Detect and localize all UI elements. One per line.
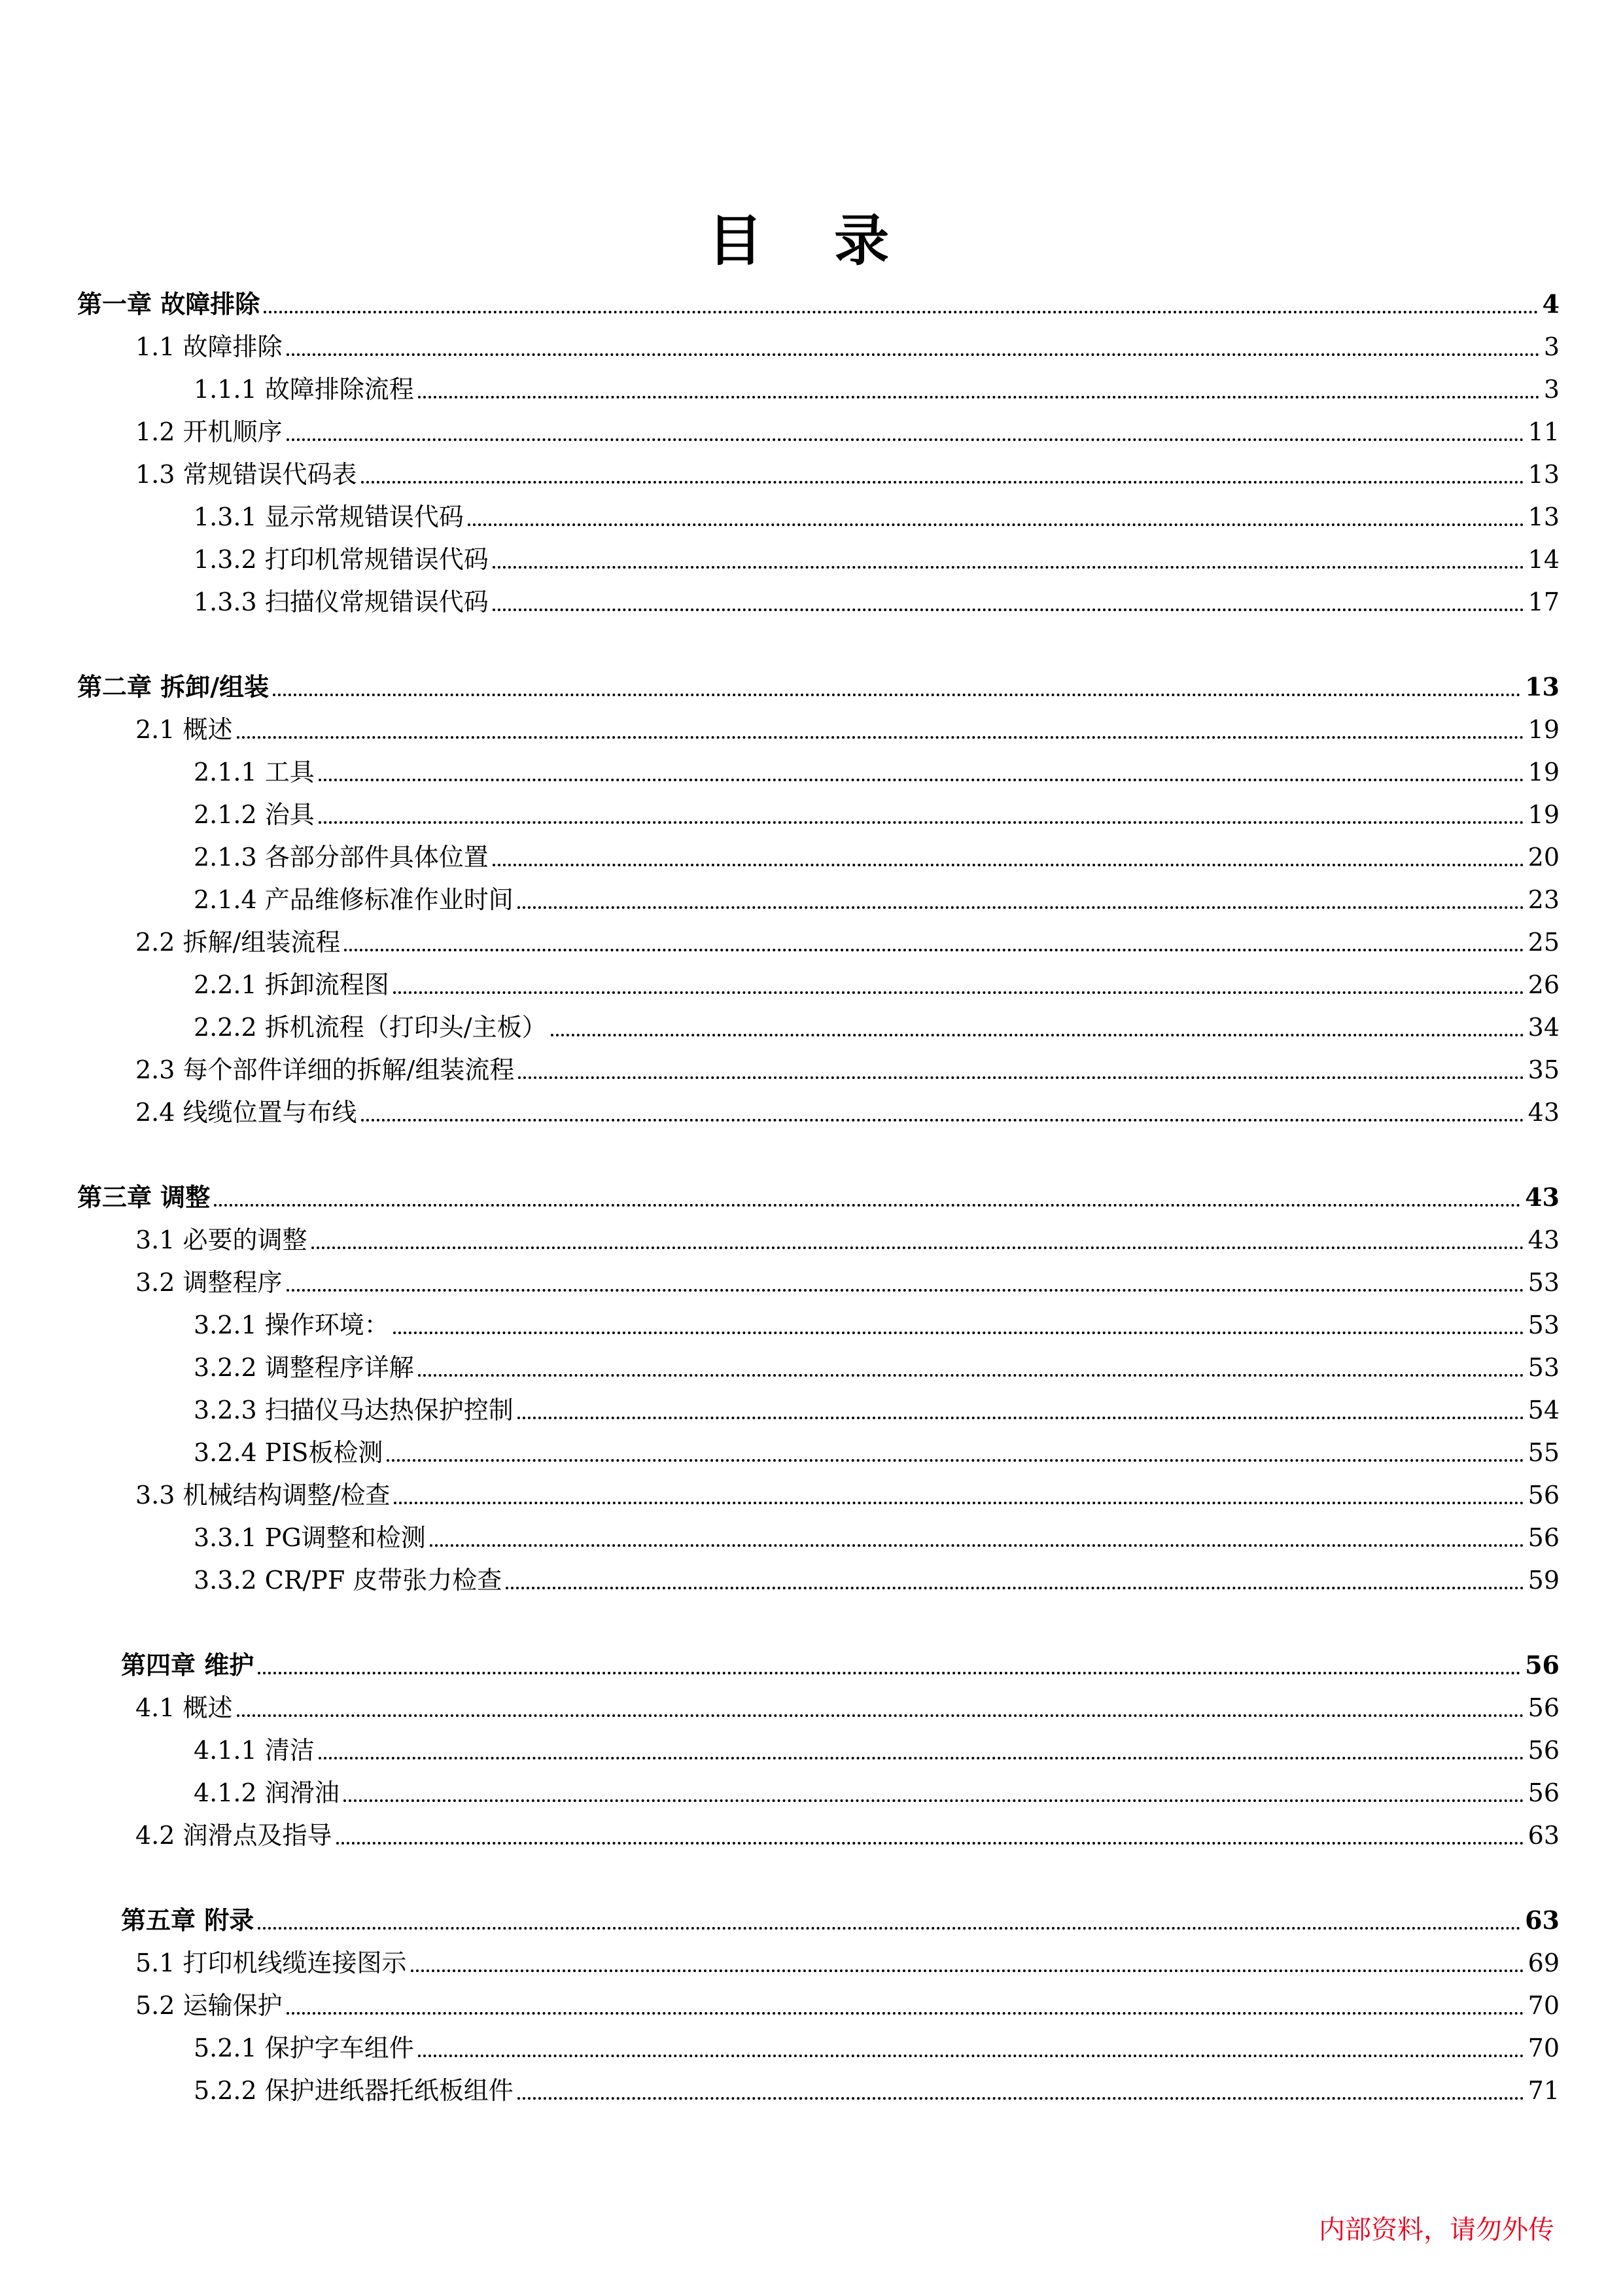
toc-entry[interactable] [194, 1734, 1560, 1767]
toc-page: 56 [1527, 1778, 1560, 1807]
toc-page: 25 [1527, 928, 1560, 957]
toc-page: 55 [1527, 1438, 1560, 1467]
toc-page: 19 [1527, 800, 1560, 829]
toc-page: 35 [1527, 1055, 1560, 1084]
toc-entry[interactable] [194, 756, 1560, 788]
toc-page: 19 [1527, 758, 1560, 786]
toc-leader [418, 2055, 1524, 2057]
toc-entry[interactable] [194, 883, 1560, 916]
toc-page: 43 [1527, 1226, 1560, 1254]
toc-leader [258, 1672, 1521, 1674]
toc-page: 11 [1527, 417, 1560, 446]
toc-page: 63 [1527, 1821, 1560, 1850]
toc-leader [361, 1119, 1524, 1122]
toc-entry[interactable] [135, 1224, 1560, 1256]
toc-entry[interactable] [194, 1394, 1560, 1426]
toc-page: 70 [1527, 1991, 1560, 2020]
toc-label: 4.2 润滑点及指导 [135, 1821, 332, 1850]
page-title: 目 录 [707, 209, 916, 273]
toc-leader [336, 1842, 1524, 1845]
toc-label: 第一章 故障排除 [77, 289, 260, 319]
toc-entry[interactable] [135, 1691, 1560, 1724]
toc-leader [506, 1587, 1524, 1589]
toc-page: 13 [1525, 672, 1560, 701]
toc-leader [430, 1544, 1524, 1547]
toc-leader [237, 1714, 1524, 1717]
toc-page: 43 [1525, 1182, 1560, 1212]
toc-leader [493, 566, 1524, 569]
toc-page: 56 [1527, 1523, 1560, 1552]
toc-leader [418, 1374, 1524, 1377]
toc-label: 2.1.2 治具 [194, 800, 315, 829]
toc-page: 63 [1525, 1905, 1560, 1935]
toc-entry[interactable] [135, 1819, 1560, 1852]
toc-label: 1.1.1 故障排除流程 [194, 375, 414, 404]
toc-leader [551, 1034, 1524, 1036]
toc-label: 第二章 拆卸/组装 [77, 672, 270, 701]
toc-chapter-2[interactable] [77, 671, 1560, 703]
toc-leader [493, 609, 1524, 611]
toc-label: 2.4 线缆位置与布线 [135, 1098, 357, 1127]
toc-page: 20 [1527, 843, 1560, 872]
toc-chapter-5[interactable] [121, 1904, 1560, 1937]
toc-page: 53 [1527, 1353, 1560, 1382]
toc-page: 17 [1527, 588, 1560, 616]
toc-leader [468, 523, 1524, 526]
toc-leader [387, 1459, 1524, 1462]
toc-label: 5.2.1 保护字车组件 [194, 2034, 414, 2062]
toc-entry[interactable] [194, 1521, 1560, 1554]
toc-label: 4.1.1 清洁 [194, 1736, 315, 1765]
toc-entry[interactable] [194, 1011, 1560, 1044]
toc-leader [393, 1332, 1524, 1334]
toc-entry[interactable] [194, 373, 1560, 406]
toc-chapter-1[interactable] [77, 288, 1560, 321]
toc-page: 3 [1543, 375, 1560, 404]
toc-leader [344, 949, 1524, 951]
toc-page: 3 [1543, 332, 1560, 361]
toc-label: 2.2 拆解/组装流程 [135, 928, 341, 957]
toc-label: 1.3 常规错误代码表 [135, 460, 357, 489]
toc-entry[interactable] [194, 1776, 1560, 1809]
toc-label: 2.2.2 拆机流程（打印头/主板） [194, 1013, 547, 1042]
toc-label: 3.2.3 扫描仪马达热保护控制 [194, 1396, 514, 1424]
toc-entry[interactable] [194, 1309, 1560, 1341]
toc-chapter-3[interactable] [77, 1181, 1560, 1214]
toc-leader [393, 991, 1524, 994]
toc-entry[interactable] [194, 1351, 1560, 1384]
toc-label: 2.1 概述 [135, 715, 233, 744]
toc-page: 13 [1527, 460, 1560, 489]
toc-page: 23 [1527, 885, 1560, 914]
toc-leader [394, 1502, 1524, 1504]
toc-page: 53 [1527, 1311, 1560, 1339]
toc-label: 1.1 故障排除 [135, 332, 283, 361]
toc-label: 1.3.2 打印机常规错误代码 [194, 545, 489, 574]
toc-leader [343, 1799, 1524, 1802]
toc-entry[interactable] [194, 501, 1560, 533]
toc-label: 5.2.2 保护进纸器托纸板组件 [194, 2076, 514, 2105]
toc-label: 3.2 调整程序 [135, 1268, 283, 1297]
toc-leader [518, 1076, 1524, 1079]
toc-label: 第四章 维护 [121, 1650, 254, 1680]
toc-page: 56 [1527, 1736, 1560, 1765]
toc-entry[interactable] [194, 798, 1560, 831]
toc-label: 1.3.3 扫描仪常规错误代码 [194, 588, 489, 616]
toc-leader [319, 821, 1524, 824]
toc-page: 26 [1527, 970, 1560, 999]
toc-entry[interactable] [194, 2074, 1560, 2107]
toc-leader [287, 2012, 1524, 2015]
toc-entry[interactable] [135, 1989, 1560, 2022]
toc-page: 4 [1542, 289, 1560, 319]
toc-page: 71 [1527, 2076, 1560, 2105]
toc-label: 4.1 概述 [135, 1693, 233, 1722]
toc-entry[interactable] [135, 1266, 1560, 1299]
toc-leader [258, 1927, 1521, 1930]
toc-entry[interactable] [135, 1947, 1560, 1979]
toc-leader [287, 438, 1524, 441]
toc-label: 3.3.1 PG调整和检测 [194, 1523, 426, 1552]
toc-entry[interactable] [135, 713, 1560, 746]
toc-entry[interactable] [194, 841, 1560, 874]
toc-label: 2.1.1 工具 [194, 758, 315, 786]
toc-leader [517, 906, 1524, 909]
toc-entry[interactable] [194, 586, 1560, 618]
toc-leader [237, 736, 1524, 739]
toc-page: 56 [1525, 1650, 1560, 1680]
toc-page: 43 [1527, 1098, 1560, 1127]
toc-entry[interactable] [194, 1436, 1560, 1469]
toc-page: 70 [1527, 2034, 1560, 2062]
toc-entry[interactable] [135, 458, 1560, 491]
toc-entry[interactable] [194, 543, 1560, 576]
toc-page: 13 [1527, 503, 1560, 531]
toc-entry[interactable] [135, 926, 1560, 959]
toc-label: 3.2.1 操作环境： [194, 1311, 389, 1339]
toc-label: 第三章 调整 [77, 1182, 211, 1212]
toc-label: 第五章 附录 [121, 1905, 254, 1935]
toc-leader [319, 779, 1524, 781]
toc-leader [287, 353, 1540, 356]
toc-label: 2.1.4 产品维修标准作业时间 [194, 885, 514, 914]
toc-label: 3.2.2 调整程序详解 [194, 1353, 414, 1382]
toc-leader [287, 1289, 1524, 1292]
toc-leader [311, 1246, 1524, 1249]
toc-entry[interactable] [135, 330, 1560, 363]
toc-entry[interactable] [135, 415, 1560, 448]
toc-entry[interactable] [194, 968, 1560, 1001]
toc-label: 3.3.2 CR/PF 皮带张力检查 [194, 1566, 502, 1595]
confidential-footer: 内部资料，请勿外传 [1319, 2215, 1554, 2245]
toc-chapter-4[interactable] [121, 1649, 1560, 1682]
toc-label: 3.2.4 PIS板检测 [194, 1438, 383, 1467]
toc-page: 54 [1527, 1396, 1560, 1424]
toc-page: 53 [1527, 1268, 1560, 1297]
toc-label: 1.3.1 显示常规错误代码 [194, 503, 464, 531]
toc-label: 5.2 运输保护 [135, 1991, 283, 2020]
toc-page: 14 [1527, 545, 1560, 574]
toc-label: 2.2.1 拆卸流程图 [194, 970, 389, 999]
toc-label: 3.1 必要的调整 [135, 1226, 307, 1254]
toc-leader [319, 1757, 1524, 1759]
toc-page: 56 [1527, 1481, 1560, 1510]
toc-leader [264, 311, 1538, 313]
toc-leader [517, 2097, 1524, 2100]
toc-page: 56 [1527, 1693, 1560, 1722]
toc-label: 5.1 打印机线缆连接图示 [135, 1949, 407, 1977]
toc-label: 3.3 机械结构调整/检查 [135, 1481, 391, 1510]
toc-page: 69 [1527, 1949, 1560, 1977]
toc-entry[interactable] [135, 1096, 1560, 1129]
toc-label: 4.1.2 润滑油 [194, 1778, 340, 1807]
toc-leader [411, 1969, 1524, 1972]
toc-entry[interactable] [194, 1564, 1560, 1597]
toc-leader [418, 396, 1540, 398]
toc-leader [214, 1204, 1521, 1207]
toc-leader [361, 481, 1524, 484]
toc-page: 19 [1527, 715, 1560, 744]
toc-label: 1.2 开机顺序 [135, 417, 283, 446]
toc-label: 2.3 每个部件详细的拆解/组装流程 [135, 1055, 515, 1084]
toc-leader [493, 864, 1524, 866]
toc-leader [517, 1417, 1524, 1419]
toc-page: 34 [1527, 1013, 1560, 1042]
toc-label: 2.1.3 各部分部件具体位置 [194, 843, 489, 872]
toc-leader [273, 694, 1521, 696]
toc-entry[interactable] [194, 2032, 1560, 2064]
toc-entry[interactable] [135, 1479, 1560, 1511]
toc-entry[interactable] [135, 1053, 1560, 1086]
toc-page: 59 [1527, 1566, 1560, 1595]
